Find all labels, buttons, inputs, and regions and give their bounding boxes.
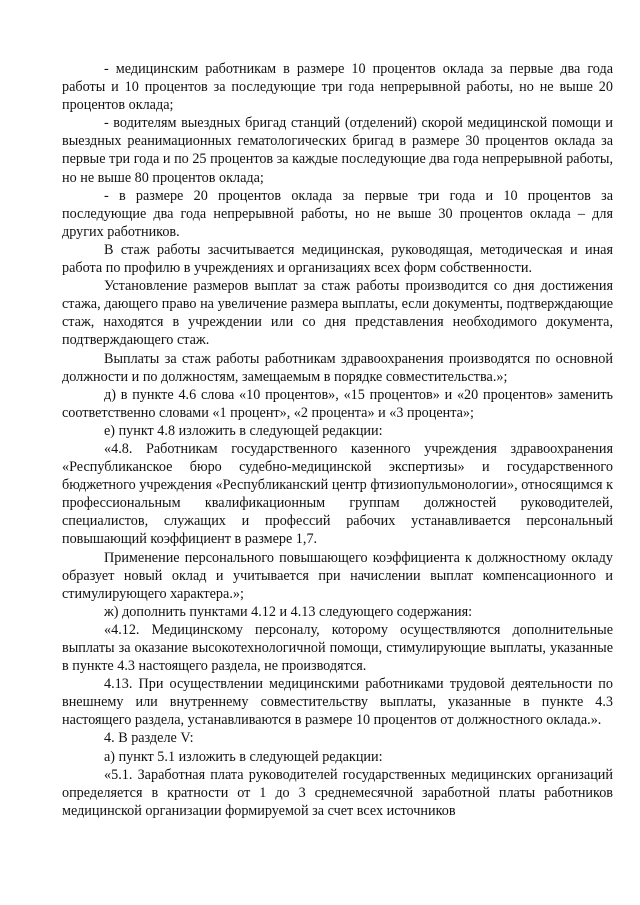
paragraph-15: а) пункт 5.1 изложить в следующей редакции:	[104, 748, 383, 765]
paragraph-4: В стаж работы засчитывается медицинская, руководящая, методическая и иная работа по профилю в учреждениях и организациях всех форм собственности.	[62, 241, 613, 277]
paragraph-11: ж) дополнить пунктами 4.12 и 4.13 следующего содержания:	[104, 603, 473, 620]
paragraph-7: д) в пункте 4.6 слова «10 процентов», «15 процентов» и «20 процентов» заменить соответственно словами «1 процент», «2 процента» и «3 процента»;	[62, 386, 613, 421]
paragraph-3: - в размере 20 процентов оклада за первые три года и 10 процентов за последующие два года непрерывной работы, но не выше 30 процентов оклада – для других работников.	[62, 187, 613, 240]
paragraph-1: - медицинским работникам в размере 10 процентов оклада за первые два года работы и 10 процентов за последующие три года непрерывной работы, но не выше 20 процентов оклада;	[62, 61, 613, 114]
paragraph-8: е) пункт 4.8 изложить в следующей редакции:	[104, 422, 383, 439]
paragraph-5: Установление размеров выплат за стаж работы производится со дня достижения стажа, дающего право на увеличение размера выплаты, если документы, подтверждающие стаж, находятся в учреждении или со дня представления необходимого документа, подтверждающего стаж.	[62, 278, 613, 349]
paragraph-14: 4. В разделе V:	[104, 730, 194, 747]
paragraph-9: «4.8. Работникам государственного казенного учреждения здравоохранения «Республиканское бюро судебно-медицинской экспертизы» и государственного бюджетного учреждения «Республиканский центр фтизиопульмонологии», относящимся к профессиональным квалификационным группам должностей руководителей, специалистов, служащих и профессий рабочих устанавливается персональный повышающий коэффициент в размере 1,7.	[62, 440, 613, 548]
paragraph-10: Применение персонального повышающего коэффициента к должностному окладу образует новый оклад и учитывается при начислении выплат компенсационного и стимулирующего характера.»;	[62, 549, 613, 602]
paragraph-12: «4.12. Медицинскому персоналу, которому осуществляются дополнительные выплаты за оказание высокотехнологичной помощи, стимулирующие выплаты, указанные в пункте 4.3 настоящего раздела, не производятся.	[62, 621, 613, 675]
paragraph-13: 4.13. При осуществлении медицинскими работниками трудовой деятельности по внешнему или внутреннему совместительству выплаты, указанные в пункте 4.3 настоящего раздела, устанавливаются в размере 10 процентов от должностного оклада.».	[62, 676, 613, 729]
paragraph-16: «5.1. Заработная плата руководителей государственных медицинских организаций определяется в кратности от 1 до 3 среднемесячной заработной платы работников медицинской организации формируемой за счет всех источников	[62, 766, 613, 819]
paragraph-2: - водителям выездных бригад станций (отделений) скорой медицинской помощи и выездных реанимационных гематологических бригад в размере 30 процентов оклада за первые три года и по 25 процентов за каждые последующие два года непрерывной работы, но не выше 80 процентов оклада;	[62, 115, 613, 186]
document-page	[62, 60, 613, 820]
paragraph-6: Выплаты за стаж работы работникам здравоохранения производятся по основной должности и по должностям, замещаемым в порядке совместительства.»;	[62, 350, 613, 385]
